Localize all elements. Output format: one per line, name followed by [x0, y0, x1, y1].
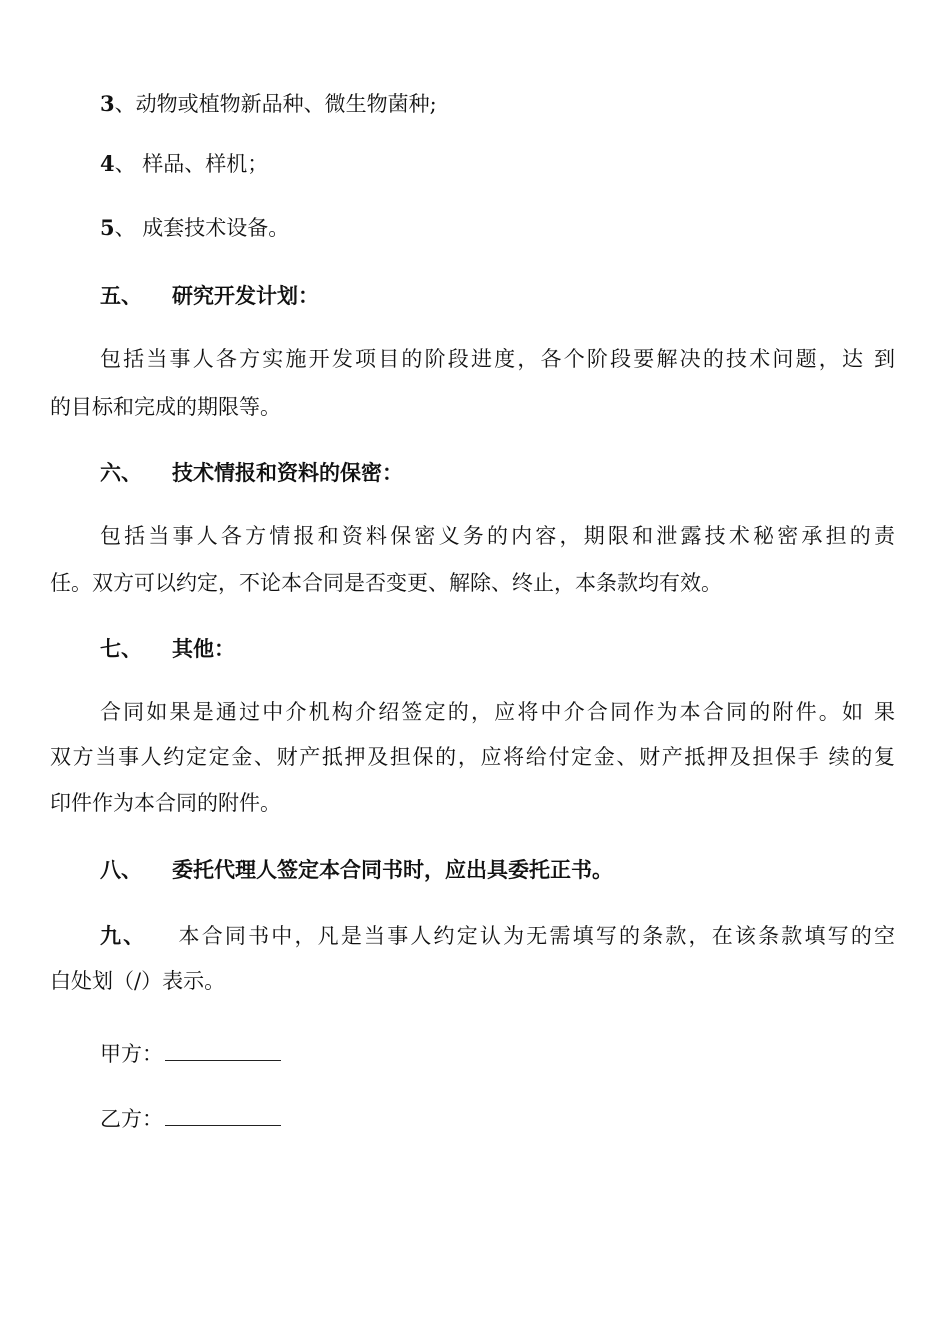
heading-text: 其他：: [172, 636, 235, 661]
item-number: 4: [100, 151, 115, 176]
item-text: 、 样品、样机；: [114, 152, 269, 176]
section-heading-6: [100, 462, 403, 483]
item-number: 3: [100, 91, 115, 116]
heading-number: 六、: [100, 460, 142, 485]
paragraph-line: 任。双方可以约定，不论本合同是否变更、解除、终止，本条款均有效。: [50, 571, 722, 595]
party-b-label: 乙方：: [100, 1107, 163, 1131]
heading-text: 技术情报和资料的保密：: [172, 460, 403, 485]
paragraph-line: 印件作为本合同的附件。: [50, 791, 281, 815]
item-number: 5: [100, 215, 115, 240]
party-a-signature: [100, 1038, 281, 1068]
party-a-blank[interactable]: [165, 1059, 281, 1061]
section-heading-9: [100, 925, 895, 947]
paragraph-line: 白处划（/）表示。: [50, 969, 226, 993]
heading-text: 委托代理人签定本合同书时，应出具委托正书。: [172, 857, 613, 882]
section-heading-7: [100, 638, 235, 659]
party-a-label: 甲方：: [100, 1042, 163, 1066]
heading-number: 九、: [100, 923, 147, 948]
item-text: 、动物或植物新品种、微生物菌种;: [114, 92, 437, 116]
paragraph-line: 本合同书中，凡是当事人约定认为无需填写的条款，在该条款填写的空: [176, 924, 896, 948]
heading-number: 五、: [100, 283, 142, 308]
section-heading-8: [100, 859, 613, 880]
paragraph-line: 合同如果是通过中介机构介绍签定的，应将中介合同作为本合同的附件。如 果: [100, 700, 895, 724]
list-item-5: [100, 217, 289, 239]
heading-number: 八、: [100, 857, 142, 882]
paragraph-line: 包括当事人各方情报和资料保密义务的内容，期限和泄露技术秘密承担的责: [100, 524, 895, 548]
party-b-signature: [100, 1103, 281, 1133]
item-text: 、 成套技术设备。: [114, 216, 290, 240]
paragraph-line: 包括当事人各方实施开发项目的阶段进度，各个阶段要解决的技术问题，达 到: [100, 347, 895, 371]
party-b-blank[interactable]: [165, 1124, 281, 1126]
paragraph-line: 的目标和完成的期限等。: [50, 395, 281, 419]
heading-number: 七、: [100, 636, 142, 661]
list-item-4: [100, 153, 268, 175]
section-heading-5: [100, 285, 319, 306]
paragraph-line: 双方当事人约定定金、财产抵押及担保的，应将给付定金、财产抵押及担保手 续的复: [50, 745, 895, 769]
heading-text: 研究开发计划：: [172, 283, 319, 308]
list-item-3: [100, 93, 437, 115]
